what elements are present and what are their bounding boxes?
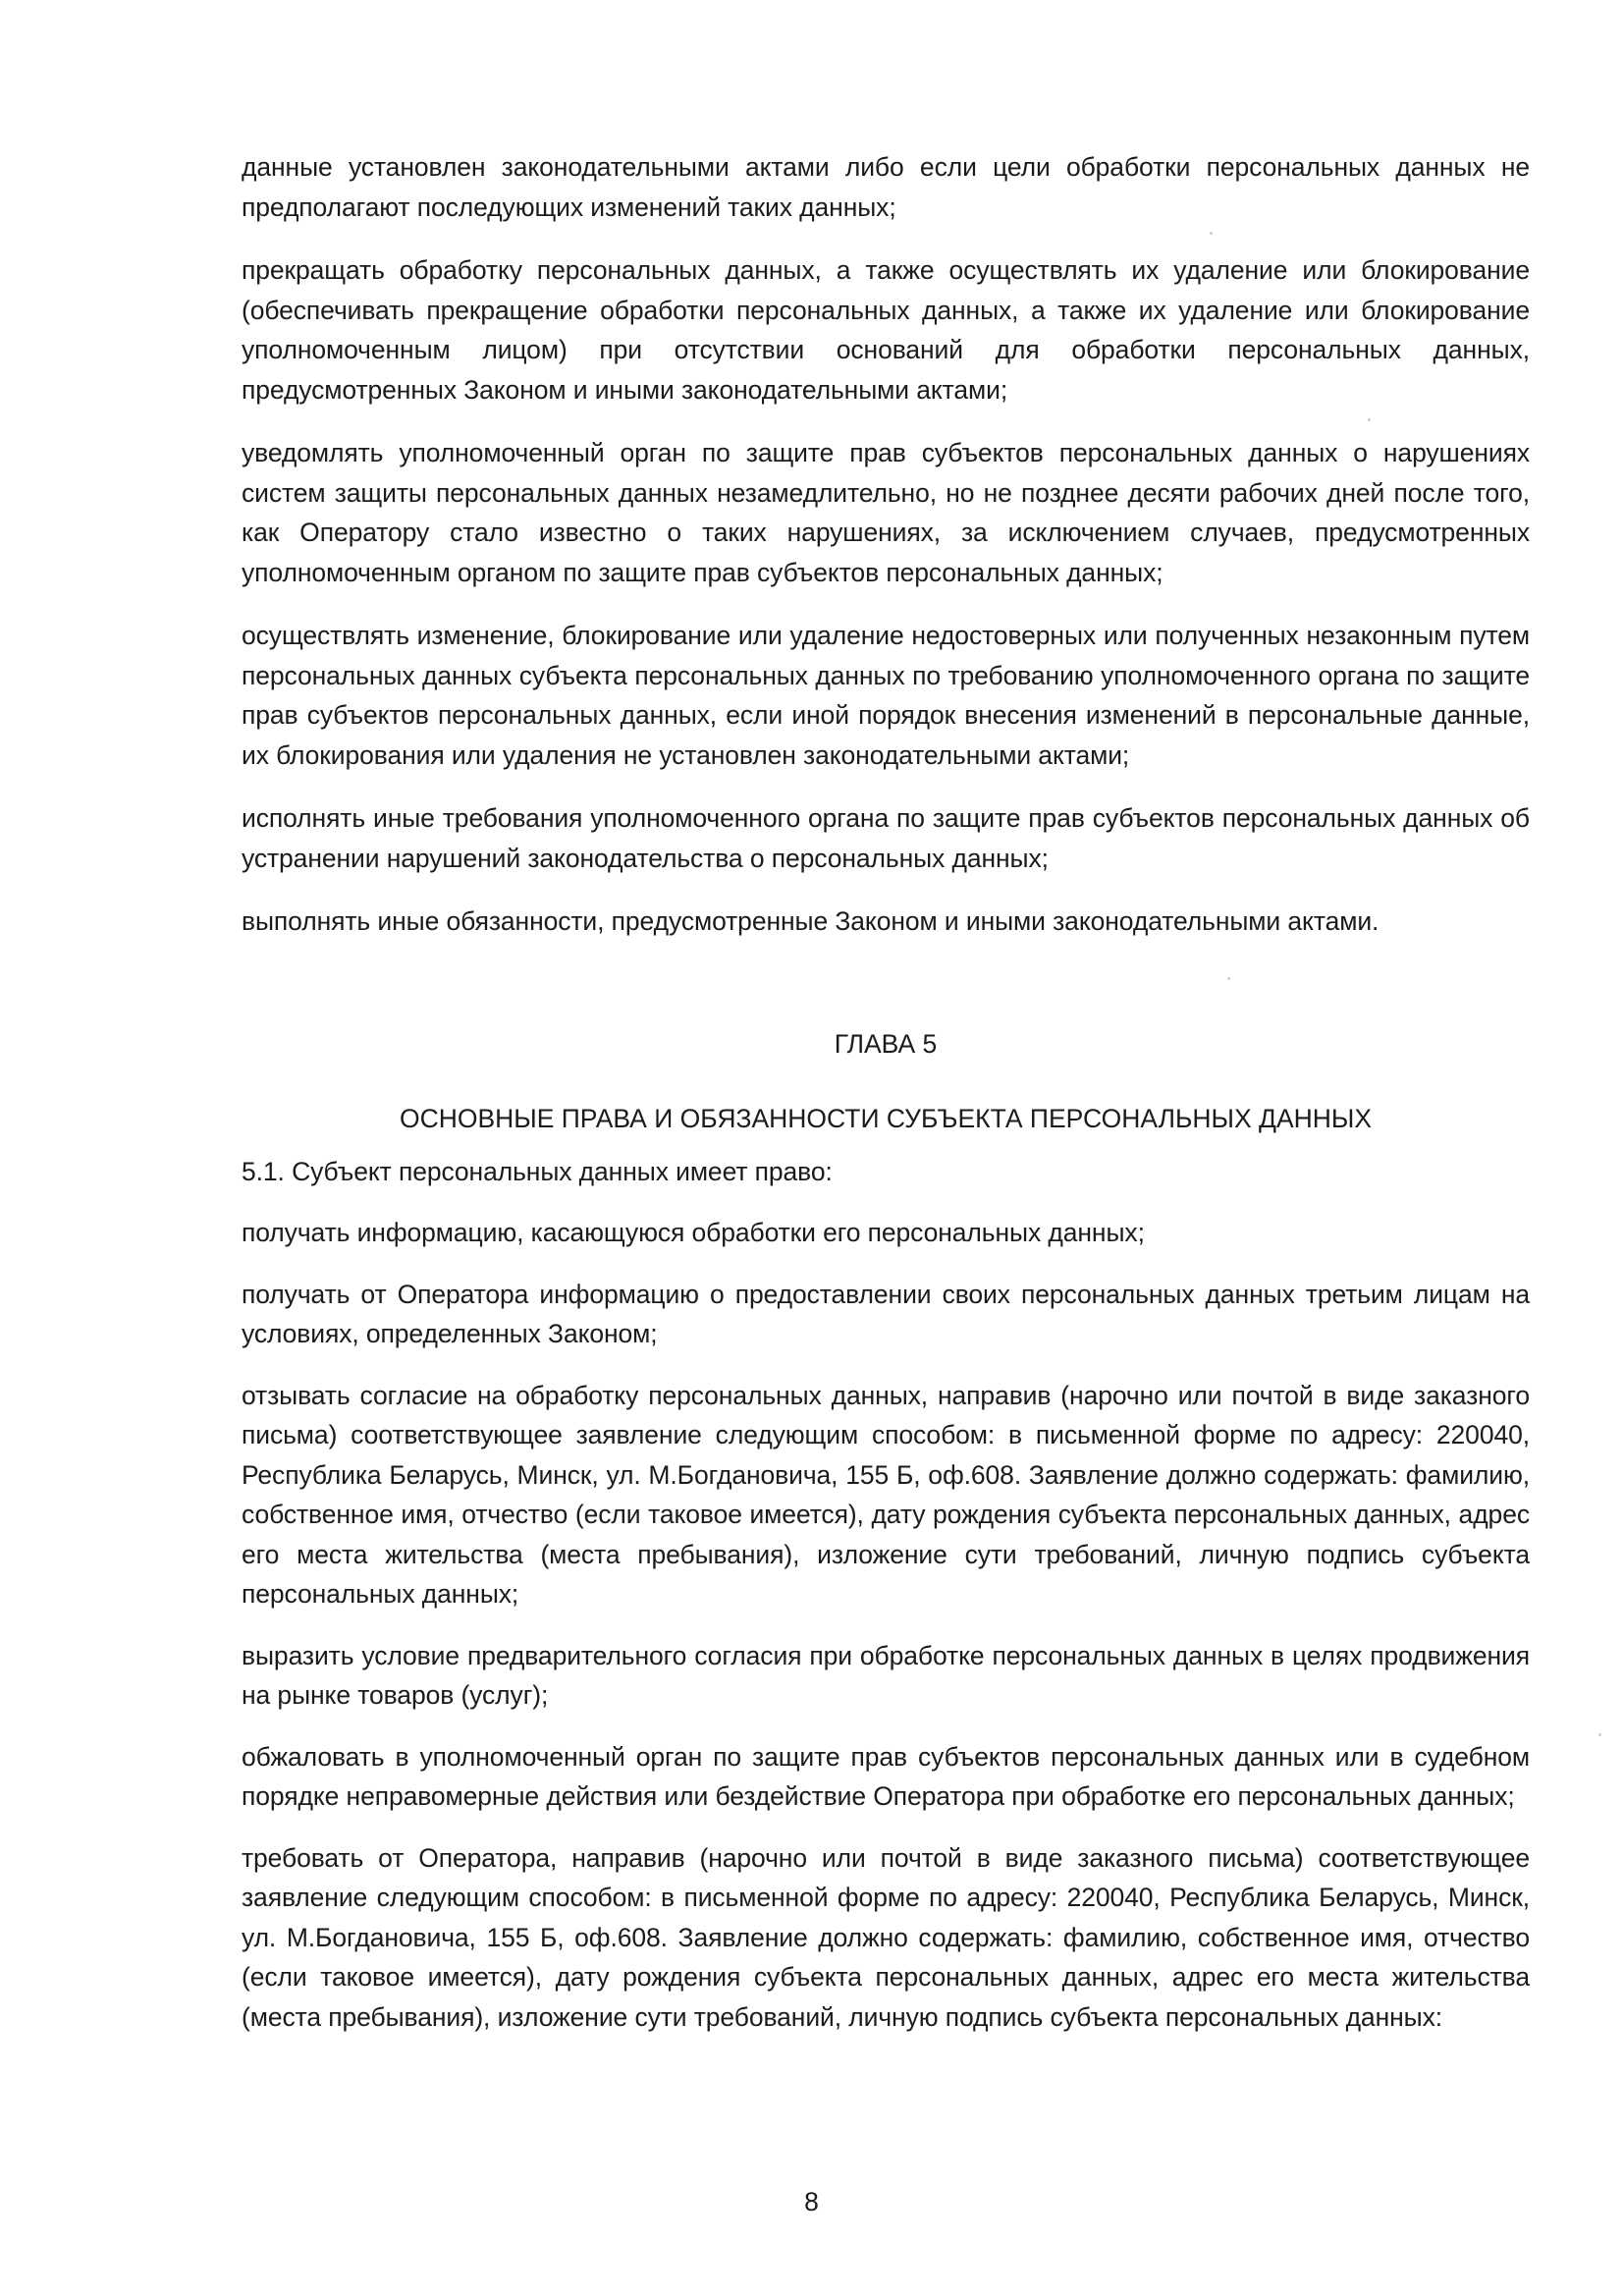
- scan-speck: [1227, 977, 1230, 980]
- paragraph: данные установлен законодательными актами либо если цели обработки персональных данных не предполагают последующих изменений таких данных;: [242, 152, 1530, 222]
- scan-speck: [1210, 232, 1213, 235]
- paragraph: выполнять иные обязанности, предусмотренные Законом и иными законодательными актами.: [242, 906, 1380, 936]
- paragraph: выразить условие предварительного согласия при обработке персональных данных в целях продвижения на рынке товаров (услуг);: [242, 1640, 1530, 1710]
- paragraph: отзывать согласие на обработку персональных данных, направив (нарочно или почтой в виде заказного письма) соответствующее заявление следующим способом: в письменной форме по адресу: 220040, Республика Беларусь, Минск, ул. М.Богдановича, 155 Б, оф.608. Заявление должно содержать: фамилию, собственное имя, отчество (если таковое имеется), дату рождения субъекта персональных данных, адрес его места жительства (места пребывания), изложение сути требований, личную подпись субъекта персональных данных;: [242, 1380, 1530, 1609]
- scan-speck: [1368, 418, 1371, 421]
- scan-speck: [1598, 1733, 1601, 1736]
- paragraph: получать от Оператора информацию о предоставлении своих персональных данных третьим лицам на условиях, определенных Законом;: [242, 1279, 1530, 1348]
- chapter-number: ГЛАВА 5: [834, 1028, 938, 1059]
- chapter-title: ОСНОВНЫЕ ПРАВА И ОБЯЗАННОСТИ СУБЪЕКТА ПЕРСОНАЛЬНЫХ ДАННЫХ: [399, 1103, 1373, 1133]
- paragraph: требовать от Оператора, направив (нарочно или почтой в виде заказного письма) соответствующее заявление следующим способом: в письменной форме по адресу: 220040, Республика Беларусь, Минск, ул. М.Богдановича, 155 Б, оф.608. Заявление должно содержать: фамилию, собственное имя, отчество (если таковое имеется), дату рождения субъекта персональных данных, адрес его места жительства (места пребывания), изложение сути требований, личную подпись субъекта персональных данных:: [242, 1842, 1530, 2032]
- paragraph: прекращать обработку персональных данных, а также осуществлять их удаление или блокирование (обеспечивать прекращение обработки персональных данных, а также их удаление или блокирование уполномоченным лицом) при отсутствии оснований для обработки персональных данных, предусмотренных Законом и иными законодательными актами;: [242, 255, 1530, 405]
- paragraph: уведомлять уполномоченный орган по защите прав субъектов персональных данных о нарушениях систем защиты персональных данных незамедлительно, но не позднее десяти рабочих дней после того, как Оператору стало известно о таких нарушениях, за исключением случаев, предусмотренных уполномоченным органом по защите прав субъектов персональных данных;: [242, 438, 1530, 587]
- paragraph: осуществлять изменение, блокирование или удаление недостоверных или полученных незаконным путем персональных данных субъекта персональных данных по требованию уполномоченного органа по защите прав субъектов персональных данных, если иной порядок внесения изменений в персональные данные, их блокирования или удаления не установлен законодательными актами;: [242, 621, 1530, 770]
- paragraph: обжаловать в уполномоченный орган по защите прав субъектов персональных данных или в судебном порядке неправомерные действия или бездействие Оператора при обработке его персональных данных;: [242, 1741, 1530, 1811]
- section-heading: 5.1. Субъект персональных данных имеет право:: [242, 1156, 833, 1186]
- page-content: [242, 147, 1530, 2058]
- paragraph: получать информацию, касающуюся обработки его персональных данных;: [242, 1218, 1145, 1247]
- paragraph: исполнять иные требования уполномоченного органа по защите прав субъектов персональных данных об устранении нарушений законодательства о персональных данных;: [242, 803, 1530, 873]
- page-number: 8: [804, 2187, 819, 2216]
